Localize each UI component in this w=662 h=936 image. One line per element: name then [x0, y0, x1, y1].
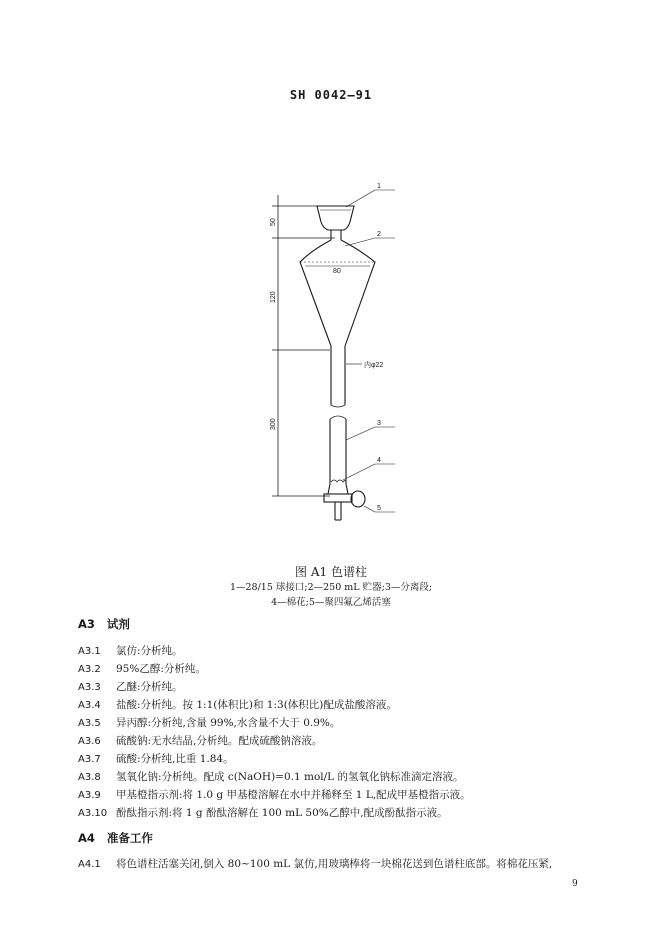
figure-legend-line-2: 4—棉花;5—聚四氟乙烯活塞	[271, 597, 391, 608]
item-text: 酚酞指示剂:将 1 g 酚酞溶解在 100 mL 50%乙醇中,配成酚酞指示液。	[116, 807, 448, 819]
reagent-item	[78, 715, 340, 730]
reagent-item	[78, 805, 448, 820]
item-number: A3.5	[78, 718, 101, 729]
callout-3: 3	[377, 420, 381, 427]
item-text: 95%乙醇:分析纯。	[116, 663, 206, 675]
dim-120: 120	[270, 291, 277, 303]
section-title: 试剂	[106, 617, 130, 631]
item-text: 氯仿:分析纯。	[116, 645, 183, 657]
item-text: 硫酸:分析纯,比重 1.84。	[116, 753, 234, 765]
dim-80: 80	[333, 268, 341, 275]
section-title: 准备工作	[106, 831, 153, 845]
item-text: 将色谱柱活塞关闭,倒入 80~100 mL 氯仿,用玻璃棒将一块棉花送到色谱柱底部。将棉花压紧,	[116, 858, 553, 870]
item-text: 异丙醇:分析纯,含量 99%,水含量不大于 0.9%。	[116, 717, 341, 729]
item-number: A3.9	[78, 790, 101, 801]
item-number: A3.1	[78, 646, 101, 657]
reagent-item	[78, 661, 206, 676]
item-number: A3.8	[78, 772, 101, 783]
item-number: A3.10	[78, 808, 108, 819]
item-number: A3.7	[78, 754, 101, 765]
item-text: 乙醚:分析纯。	[116, 681, 183, 693]
dim-300: 300	[270, 418, 277, 430]
reagent-item	[78, 769, 463, 784]
item-number: A3.3	[78, 682, 101, 693]
item-number: A3.4	[78, 700, 101, 711]
item-number: A3.2	[78, 664, 101, 675]
section-heading-a4	[78, 830, 153, 846]
item-number: A3.6	[78, 736, 101, 747]
callout-4: 4	[377, 457, 381, 464]
item-text: 甲基橙指示剂:将 1.0 g 甲基橙溶解在水中并稀释至 1 L,配成甲基橙指示液。	[116, 789, 471, 801]
figure-caption: 图 A1 色谱柱	[295, 565, 367, 579]
section-heading-a3	[78, 616, 130, 632]
section-number: A3	[78, 617, 95, 631]
reagent-item	[78, 697, 397, 712]
callout-1: 1	[377, 183, 381, 190]
section-number: A4	[78, 831, 95, 845]
item-number: A4.1	[78, 859, 101, 870]
reagent-item	[78, 787, 471, 802]
reagent-item	[78, 751, 234, 766]
item-text: 氢氧化钠:分析纯。配成 c(NaOH)=0.1 mol/L 的氢氧化钠标准滴定溶液。	[116, 771, 464, 783]
standard-code-header: SH 0042—91	[289, 88, 373, 102]
prep-item	[78, 856, 552, 871]
callout-2: 2	[377, 231, 381, 238]
page-number: 9	[572, 879, 578, 889]
figure-legend-line-1: 1—28/15 球接口;2—250 mL 贮器;3—分离段;	[229, 582, 433, 593]
item-text: 硫酸钠:无水结晶,分析纯。配成硫酸钠溶液。	[116, 735, 323, 747]
dim-50: 50	[270, 218, 277, 226]
reagent-item	[78, 643, 183, 658]
callout-5: 5	[377, 505, 381, 512]
reagent-item	[78, 733, 322, 748]
reagent-item	[78, 679, 183, 694]
item-text: 盐酸:分析纯。按 1:1(体积比)和 1:3(体积比)配成盐酸溶液。	[116, 699, 397, 711]
dim-inner-diameter: 内φ22	[364, 362, 384, 369]
